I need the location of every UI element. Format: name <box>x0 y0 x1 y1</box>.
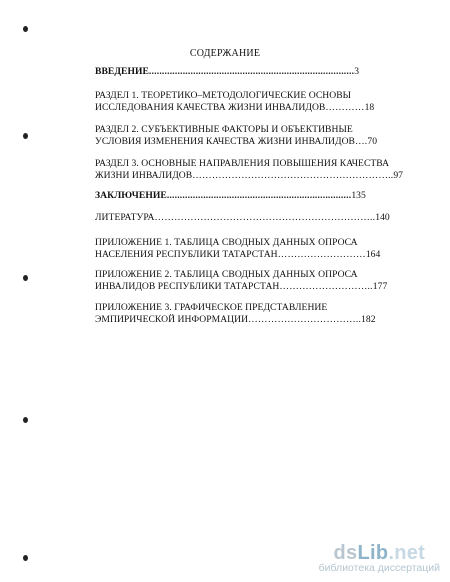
page-title: СОДЕРЖАНИЕ <box>189 48 261 59</box>
toc-entry-line <box>95 124 400 136</box>
toc-dot-leader: …………………………………………………….. <box>192 170 394 181</box>
toc-entry-title: НАСЕЛЕНИЯ РЕСПУБЛИКИ ТАТАРСТАН <box>95 249 278 260</box>
toc-entry <box>95 158 404 182</box>
toc-entry-line <box>95 136 400 148</box>
toc-dot-leader: ………………………………………………………….. <box>154 212 376 223</box>
toc-entry-title: РАЗДЕЛ 1. ТЕОРЕТИКО–МЕТОДОЛОГИЧЕСКИЕ ОСНОВЫ <box>95 90 352 101</box>
toc-entry <box>95 124 400 148</box>
punch-hole-mark <box>23 26 28 32</box>
toc-entry-line <box>95 281 400 293</box>
toc-page-number: 3 <box>354 66 360 77</box>
toc-entry <box>95 90 400 114</box>
toc-dot-leader: ............................................................................... <box>148 66 355 77</box>
toc-entry-title: РАЗДЕЛ 2. СУБЪЕКТИВНЫЕ ФАКТОРЫ И ОБЪЕКТИВНЫЕ <box>95 124 353 135</box>
toc-page-number: 164 <box>365 249 381 260</box>
watermark-logo: dsLib.net <box>333 542 426 564</box>
toc-dot-leader: ....................................................................... <box>166 190 352 201</box>
toc-entry-title: ЭМПИРИЧЕСКОЙ ИНФОРМАЦИИ <box>95 314 249 325</box>
toc-entry <box>95 269 400 293</box>
toc-entry-line <box>95 90 400 102</box>
watermark <box>319 542 440 574</box>
toc-entry-line <box>95 190 400 202</box>
toc-entry-title: ИНВАЛИДОВ РЕСПУБЛИКИ ТАТАРСТАН <box>95 281 280 292</box>
punch-hole-mark <box>23 555 28 561</box>
toc-dot-leader: ……………………… <box>277 249 366 260</box>
toc-entry-line <box>95 158 400 170</box>
toc-dot-leader: ………… <box>325 102 365 113</box>
toc-page-number: 97 <box>393 170 404 181</box>
punch-hole-mark <box>23 417 28 423</box>
toc-entry <box>95 66 400 78</box>
toc-entry-line <box>95 212 400 224</box>
toc-page-number: 70 <box>367 136 378 147</box>
punch-hole-mark <box>23 133 28 139</box>
toc-entry-line <box>95 302 400 314</box>
toc-entry-title: ВВЕДЕНИЕ <box>95 66 149 77</box>
toc-entry-line <box>95 66 400 78</box>
toc-entry-title: УСЛОВИЯ ИЗМЕНЕНИЯ КАЧЕСТВА ЖИЗНИ ИНВАЛИДОВ <box>95 136 355 147</box>
toc-page-number: 140 <box>375 212 390 223</box>
toc-dot-leader: …. <box>355 136 368 147</box>
toc-page-number: 177 <box>372 281 388 292</box>
toc-entry-line <box>95 249 400 261</box>
toc-entry-title: ЗАКЛЮЧЕНИЕ <box>95 190 167 201</box>
toc-entry-title: ПРИЛОЖЕНИЕ 3. ГРАФИЧЕСКОЕ ПРЕДСТАВЛЕНИЕ <box>95 302 328 313</box>
toc-entry-line <box>95 314 400 326</box>
toc-entry-title: ЖИЗНИ ИНВАЛИДОВ <box>95 170 193 181</box>
toc-entry-line <box>95 237 400 249</box>
toc-entry-title: ПРИЛОЖЕНИЕ 1. ТАБЛИЦА СВОДНЫХ ДАННЫХ ОПРОСА <box>95 237 358 248</box>
watermark-subtitle: библиотека диссертаций <box>318 562 440 574</box>
toc-entry <box>95 212 400 224</box>
toc-entry <box>95 302 400 326</box>
toc-entry <box>95 237 400 261</box>
toc-page-number: 18 <box>364 102 375 113</box>
toc-dot-leader: …………………………….. <box>248 314 362 325</box>
toc-entry-title: ПРИЛОЖЕНИЕ 2. ТАБЛИЦА СВОДНЫХ ДАННЫХ ОПРОСА <box>95 269 358 280</box>
toc-entry-line <box>95 102 400 114</box>
toc-page-number: 135 <box>351 190 366 201</box>
toc-entry <box>95 190 400 202</box>
toc-entry-title: ЛИТЕРАТУРА <box>95 212 155 223</box>
toc-page-number: 182 <box>361 314 376 325</box>
toc-entry-title: ИССЛЕДОВАНИЯ КАЧЕСТВА ЖИЗНИ ИНВАЛИДОВ <box>95 102 326 113</box>
toc-entry-title: РАЗДЕЛ 3. ОСНОВНЫЕ НАПРАВЛЕНИЯ ПОВЫШЕНИЯ КАЧЕСТВА <box>95 158 390 169</box>
toc-dot-leader: ……………………….. <box>279 281 373 292</box>
toc-entry-line <box>95 170 404 182</box>
punch-hole-mark <box>23 275 28 281</box>
toc-entry-line <box>95 269 400 281</box>
